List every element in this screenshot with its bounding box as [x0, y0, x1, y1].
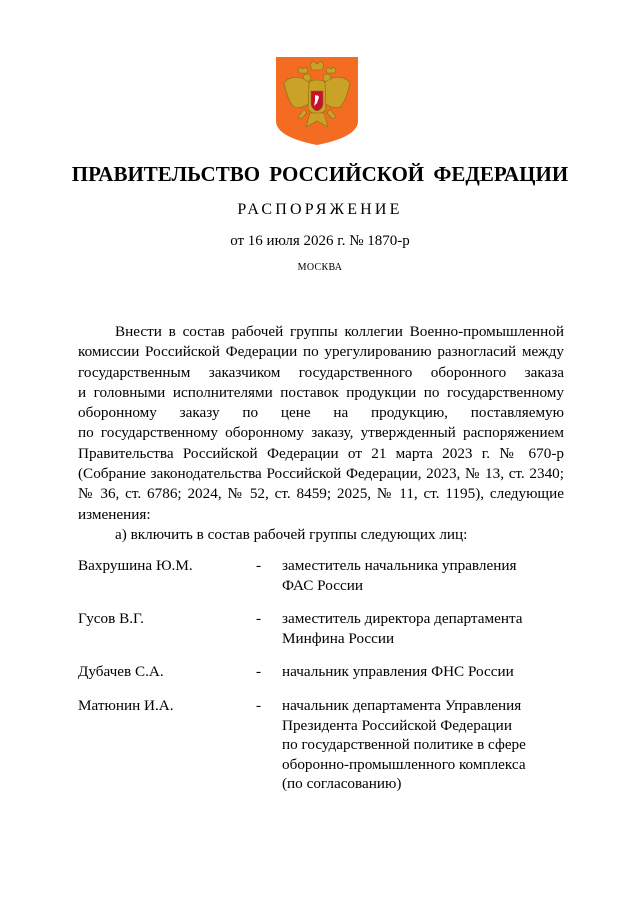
member-name: Гусов В.Г.	[78, 610, 144, 627]
role-line: ФАС России	[282, 576, 363, 594]
role-line: начальник управления ФНС России	[282, 663, 514, 680]
role-line: начальник департамента Управления	[282, 697, 522, 714]
member-dash: -	[256, 697, 262, 714]
member-role	[282, 556, 572, 595]
member-name: Дубачев С.А.	[78, 663, 164, 680]
role-line: (по согласованию)	[282, 775, 402, 792]
body-line: оборонному заказу по цене на продукцию, поставляемую	[78, 404, 564, 422]
member-name: Матюнин И.А.	[78, 697, 174, 714]
body-line: № 36, ст. 6786; 2024, № 52, ст. 8459; 2025, № 11, ст. 1195), следующие	[78, 485, 564, 503]
role-line: по государственной политике в сфере	[282, 736, 526, 753]
member-dash: -	[256, 610, 262, 627]
body-line: (Собрание законодательства Российской Федерации, 2023, № 13, ст. 2340;	[78, 465, 564, 483]
document-type: РАСПОРЯЖЕНИЕ	[237, 201, 403, 218]
body-line: комиссии Российской Федерации по урегулированию разногласий между	[78, 343, 564, 361]
body-line: и головными исполнителями поставок продукции по государственному	[78, 383, 564, 401]
body-line: Внести в состав рабочей группы коллегии Военно-промышленной	[115, 323, 564, 340]
member-role	[282, 662, 572, 682]
role-line: оборонно-промышленного комплекса	[282, 755, 526, 773]
order-body	[78, 322, 564, 545]
document-date-number: от 16 июля 2026 г. № 1870-р	[230, 233, 410, 249]
member-name: Вахрушина Ю.М.	[78, 557, 193, 574]
member-dash: -	[256, 557, 262, 574]
coat-of-arms-icon	[276, 57, 358, 145]
member-role	[282, 696, 572, 794]
role-line: Президента Российской Федерации	[282, 716, 512, 734]
body-line: по государственному оборонному заказу, утвержденный распоряжением	[78, 424, 564, 442]
government-title: ПРАВИТЕЛЬСТВО РОССИЙСКОЙ ФЕДЕРАЦИИ	[71, 162, 569, 186]
body-line: изменения:	[78, 505, 151, 523]
member-role	[282, 609, 572, 648]
body-line: Правительства Российской Федерации от 21 марта 2023 г. № 670-р	[78, 444, 564, 462]
role-line: Минфина России	[282, 629, 395, 647]
role-line: заместитель директора департамента	[282, 610, 523, 627]
document-city: МОСКВА	[297, 262, 343, 273]
role-line: заместитель начальника управления	[282, 557, 517, 574]
body-line: государственным заказчиком государственного оборонного заказа	[78, 363, 564, 381]
body-line: а) включить в состав рабочей группы следующих лиц:	[115, 525, 468, 543]
member-dash: -	[256, 663, 262, 680]
